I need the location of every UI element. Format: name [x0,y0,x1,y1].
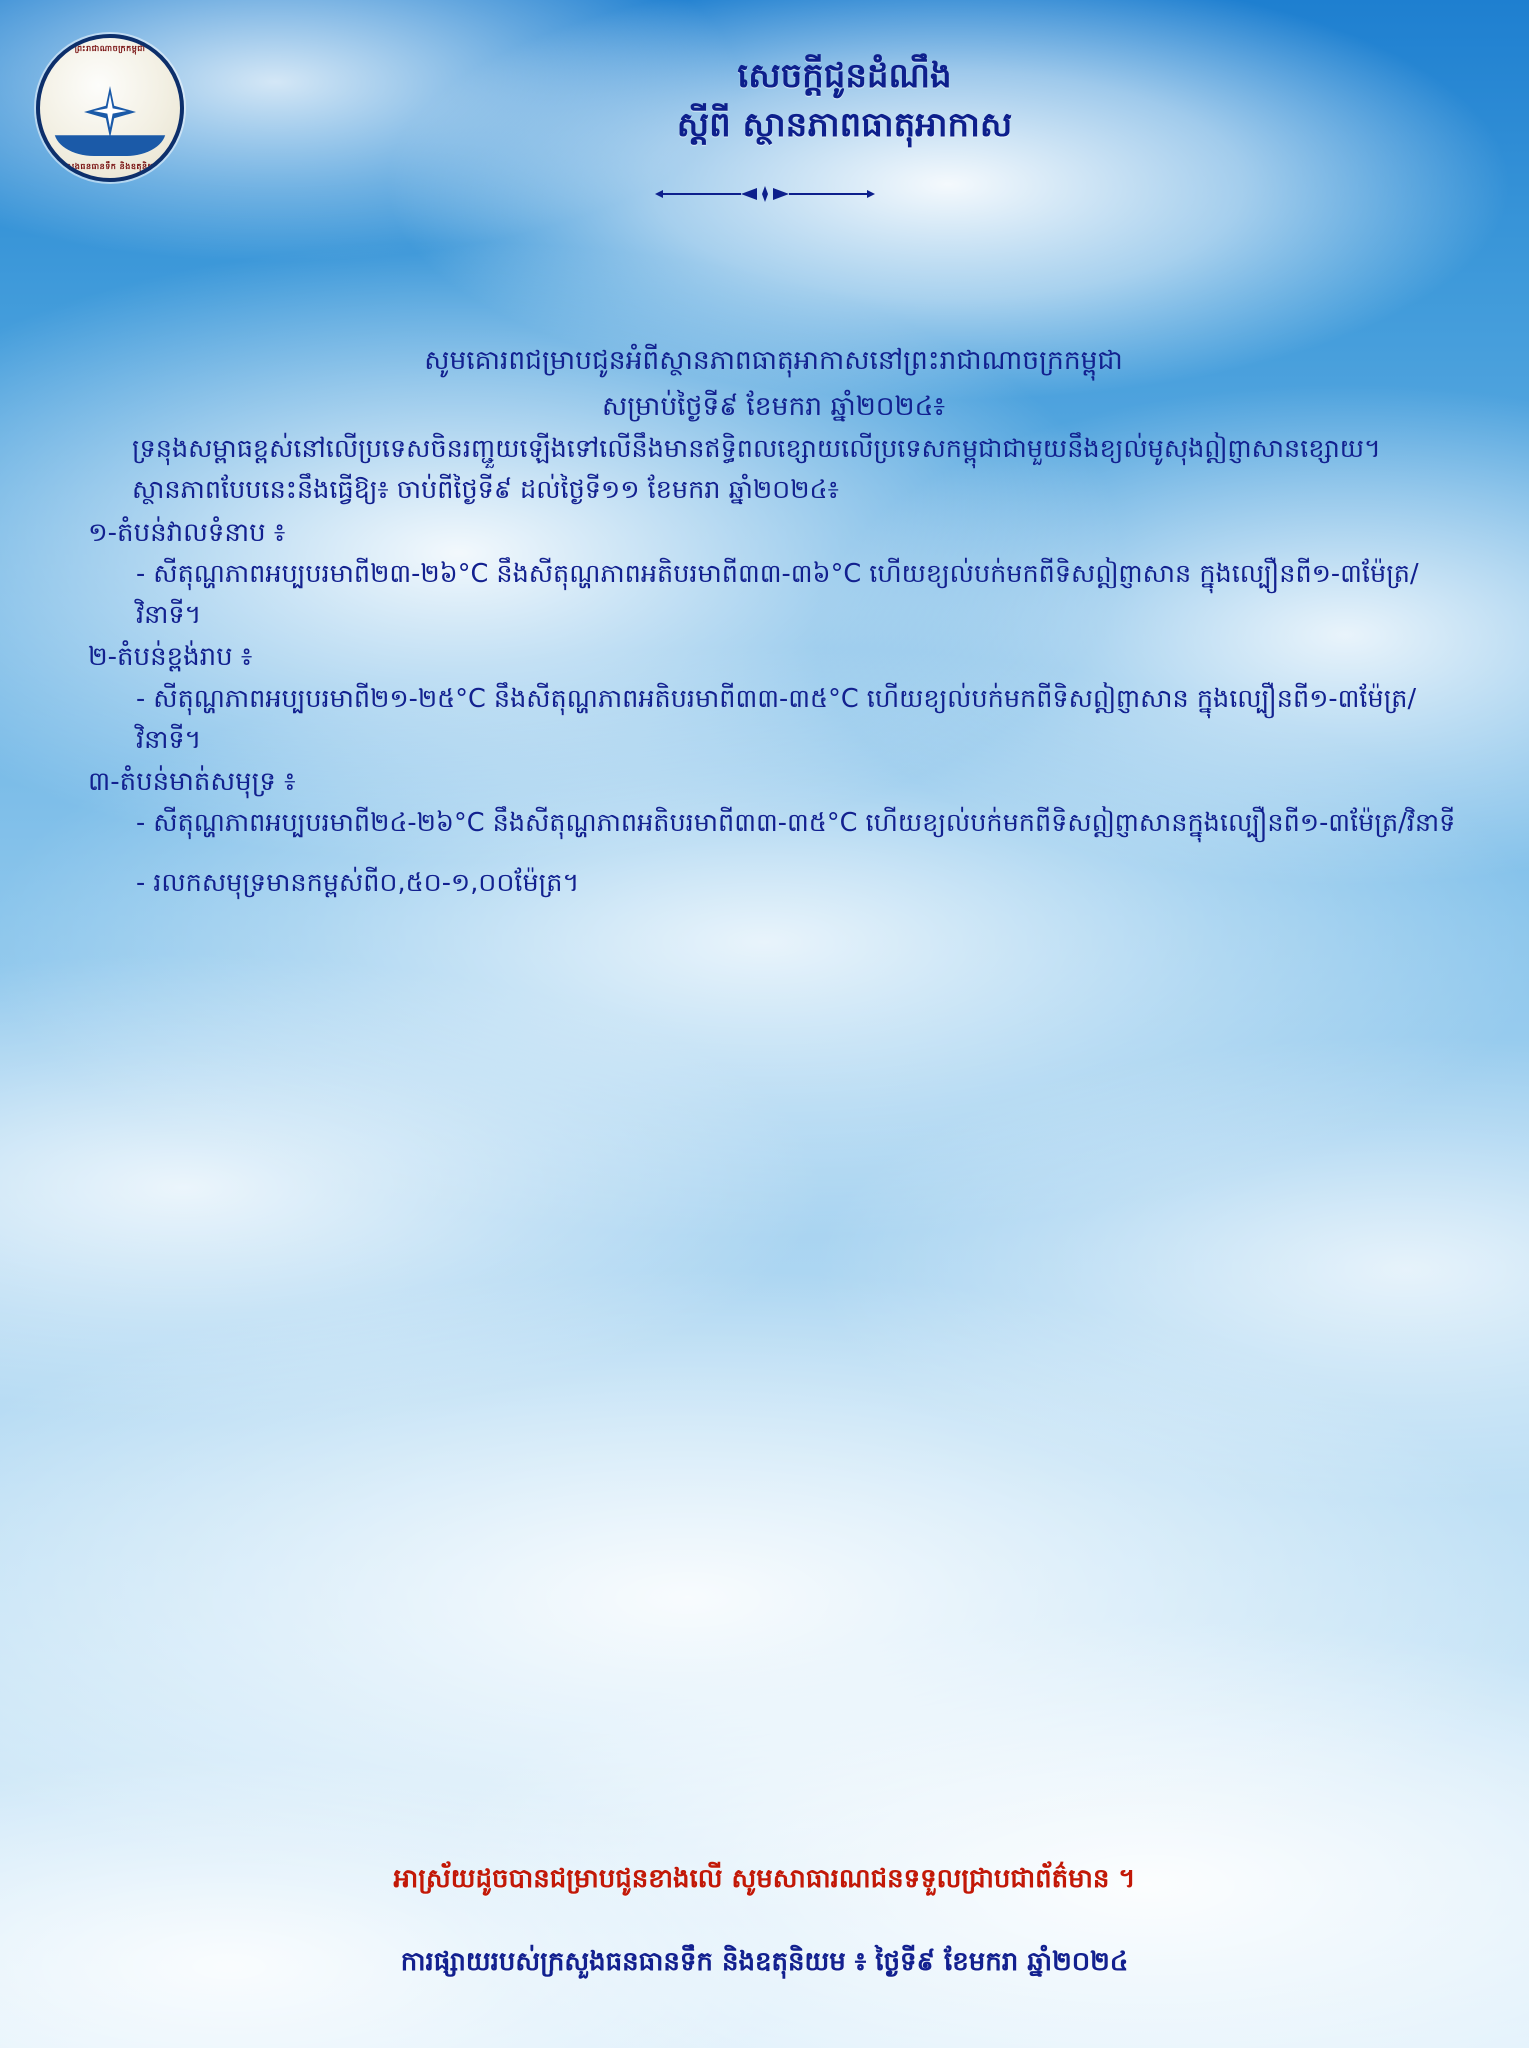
announcement-footer [70,1859,1459,1984]
section-3-bullet-2: - រលកសមុទ្រមានកម្ពស់ពី០,៥០-១,០០ម៉ែត្រ។ [136,867,580,898]
body-paragraph-1: ទ្រនុងសម្ពាធខ្ពស់នៅលើប្រទេសចិនរញ្ជួយឡើងទៅលើនឹងមានឥទ្ធិពលខ្សោយលើប្រទេសកម្ពុជាជាមួយនឹងខ្យល់មូសុងឦព្ញាសានខ្សោយ។ [132,434,1381,465]
emblem-bottom-text: ក្រសួងធនធានទឹក និងឧតុនិយម [58,162,162,172]
title-line-1: សេចក្តីជូនដំណឹង [737,56,952,96]
publication-signature: ការផ្សាយរបស់ក្រសួងធនធានទឹក និងឧតុនិយម ៖ ថ្ងៃទី៩ ខែមករា ឆ្នាំ២០២៤ [400,1947,1129,1978]
section-2-bullet-1: - សីតុណ្ហភាពអប្បបរមាពី២១-២៥°C នឹងសីតុណ្ហភាពអតិបរមាពី៣៣-៣៥°C ហើយខ្យល់បក់មកពីទិសឦព្ញាសាន ក្នុងល្បឿនពី១-៣ម៉ែត្រ/វិនាទី។ [136,683,1417,755]
section-1-heading: ១-តំបន់វាលទំនាប ៖ [88,517,286,548]
water-waves-icon [54,122,166,156]
emblem-top-text: ព្រះរាជាណាចក្រកម្ពុជា [74,44,146,53]
section-1-bullet-1: - សីតុណ្ហភាពអប្បបរមាពី២៣-២៦°C នឹងសីតុណ្ហភាពអតិបរមាពី៣៣-៣៦°C ហើយខ្យល់បក់មកពីទិសឦព្ញាសាន ក្នុងល្បឿនពី១-៣ម៉ែត្រ/វិនាទី។ [136,558,1419,631]
title-line-2: ស្តីពី ស្ថានភាពធាតុអាកាស [676,105,1013,146]
intro-line-1: សូមគោរពជម្រាបជូនអំពីស្ថានភាពធាតុអាកាសនៅព្រះរាជាណាចក្រកម្ពុជា [424,345,1123,376]
page-title [200,52,1489,151]
divider-icon [645,184,885,204]
ornament-divider [0,182,1529,206]
ministry-emblem-logo [36,34,184,182]
body-paragraph-2: ស្ថានភាពបែបនេះនឹងធ្វើឱ្យ៖ ចាប់ពីថ្ងៃទី៩ ដល់ថ្ងៃទី១១ ខែមករា ឆ្នាំ២០២៤៖ [132,475,839,506]
section-3-bullet-1: - សីតុណ្ហភាពអប្បបរមាពី២៤-២៦°C នឹងសីតុណ្ហភាពអតិបរមាពី៣៣-៣៥°C ហើយខ្យល់បក់មកពីទិសឦព្ញាសានក្នុងល្បឿនពី១-៣ម៉ែត្រ/វិនាទី [136,808,1456,839]
intro-line-2: សម្រាប់ថ្ងៃទី៩ ខែមករា ឆ្នាំ២០២៤៖ [601,390,946,422]
section-3-heading: ៣-តំបន់មាត់សមុទ្រ ៖ [88,767,296,798]
section-2-heading: ២-តំបន់ខ្ពង់រាប ៖ [88,642,253,673]
public-notice-text: អាស្រ័យដូចបានជម្រាបជូនខាងលើ សូមសាធារណជនទទួលជ្រាបជាព័ត៌មាន ។ [393,1863,1136,1894]
announcement-body [88,338,1459,904]
